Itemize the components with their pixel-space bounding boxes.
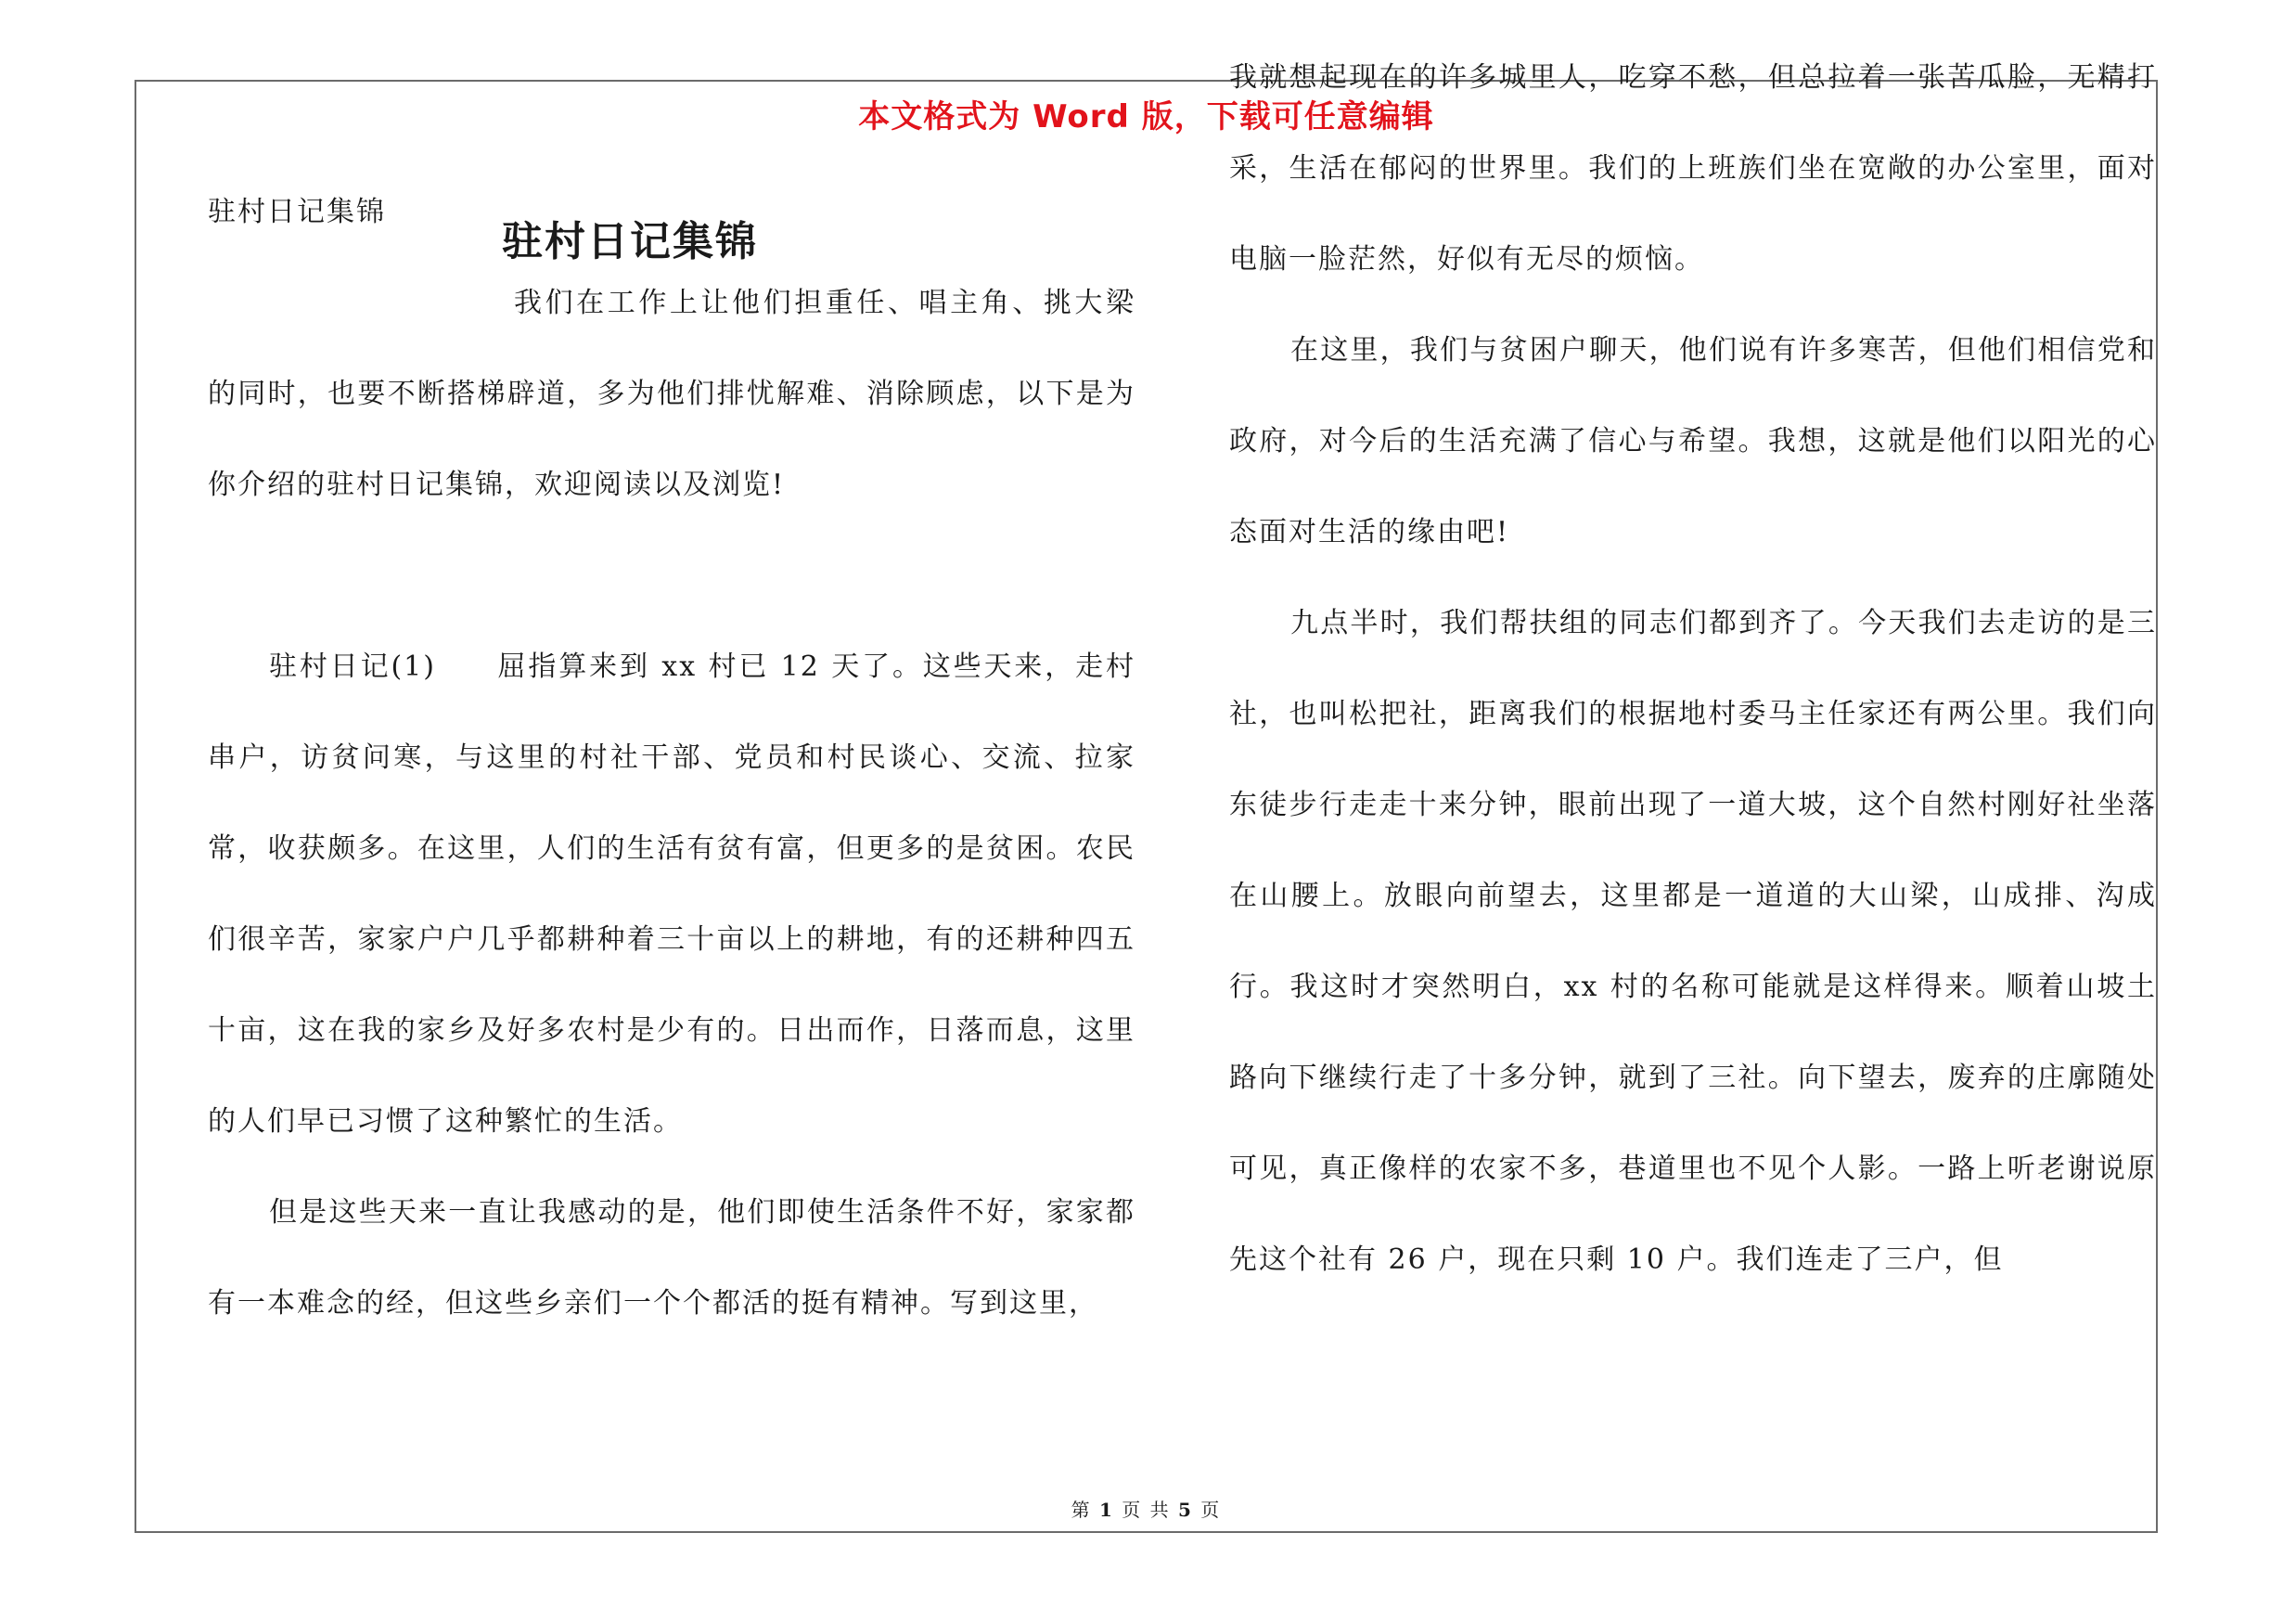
left-paragraph-intro: 我们在工作上让他们担重任、唱主角、挑大梁的同时，也要不断搭梯辟道，多为他们排忧解难、消除顾虑，以下是为你介绍的驻村日记集锦，欢迎阅读以及浏览! — [208, 287, 1135, 501]
document-title: 驻村日记集锦 — [502, 218, 758, 265]
paragraph-gap — [208, 531, 1135, 622]
right-paragraph-continued: 我就想起现在的许多城里人，吃穿不愁，但总拉着一张苦瓜脸，无精打采，生活在郁闷的世界里。我们的上班族们坐在宽敞的办公室里，面对电脑一脸茫然，好似有无尽的烦恼。 — [1229, 61, 2157, 276]
footer-total-pages: 5 — [1178, 1499, 1193, 1521]
document-page — [135, 61, 2158, 1533]
footer-middle: 页 共 — [1113, 1499, 1179, 1521]
banner-suffix: 版，下载可任意编辑 — [1129, 98, 1434, 135]
right-column — [1229, 32, 2157, 1306]
footer-current-page: 1 — [1099, 1499, 1114, 1521]
left-column — [208, 167, 1135, 1349]
left-paragraph-continued: 但是这些天来一直让我感动的是，他们即使生活条件不好，家家都有一本难念的经，但这些乡亲们一个个都活的挺有精神。写到这里， — [208, 1196, 1135, 1320]
footer-suffix: 页 — [1192, 1499, 1222, 1521]
right-paragraph-hope: 在这里，我们与贫困户聊天，他们说有许多寒苦，但他们相信党和政府，对今后的生活充满了信心与希望。我想，这就是他们以阳光的心态面对生活的缘由吧! — [1229, 334, 2157, 548]
left-paragraph-heading: 驻村日记集锦 — [208, 196, 386, 228]
page-footer — [136, 1495, 2156, 1522]
left-paragraph-diary-1: 驻村日记(1) 屈指算来到 xx 村已 12 天了。这些天来，走村串户，访贫问寒，与这里的村社干部、党员和村民谈心、交流、拉家常，收获颇多。在这里，人们的生活有贫有富，但更多的是贫困。农民们很辛苦，家家户户几乎都耕种着三十亩以上的耕地，有的还耕种四五十亩，这在我的家乡及好多农村是少有的。日出而作，日落而息，这里的人们早已习惯了这种繁忙的生活。 — [208, 650, 1135, 1138]
footer-prefix: 第 — [1071, 1499, 1100, 1521]
banner-prefix: 本文格式为 — [858, 98, 1033, 135]
banner-word: Word — [1033, 98, 1130, 135]
right-paragraph-visit: 九点半时，我们帮扶组的同志们都到齐了。今天我们去走访的是三社，也叫松把社，距离我们的根据地村委马主任家还有两公里。我们向东徒步行走走十来分钟，眼前出现了一道大坡，这个自然村刚好社坐落在山腰上。放眼向前望去，这里都是一道道的大山梁，山成排、沟成行。我这时才突然明白，xx 村的名称可能就是这样得来。顺着山坡土路向下继续行走了十多分钟，就到了三社。向下望去，废弃的庄廓随处可见，真正像样的农家不多，巷道里也不见个人影。一路上听老谢说原先这个社有 26 户，现在只剩 10 户。我们连走了三户，但 — [1229, 607, 2157, 1276]
